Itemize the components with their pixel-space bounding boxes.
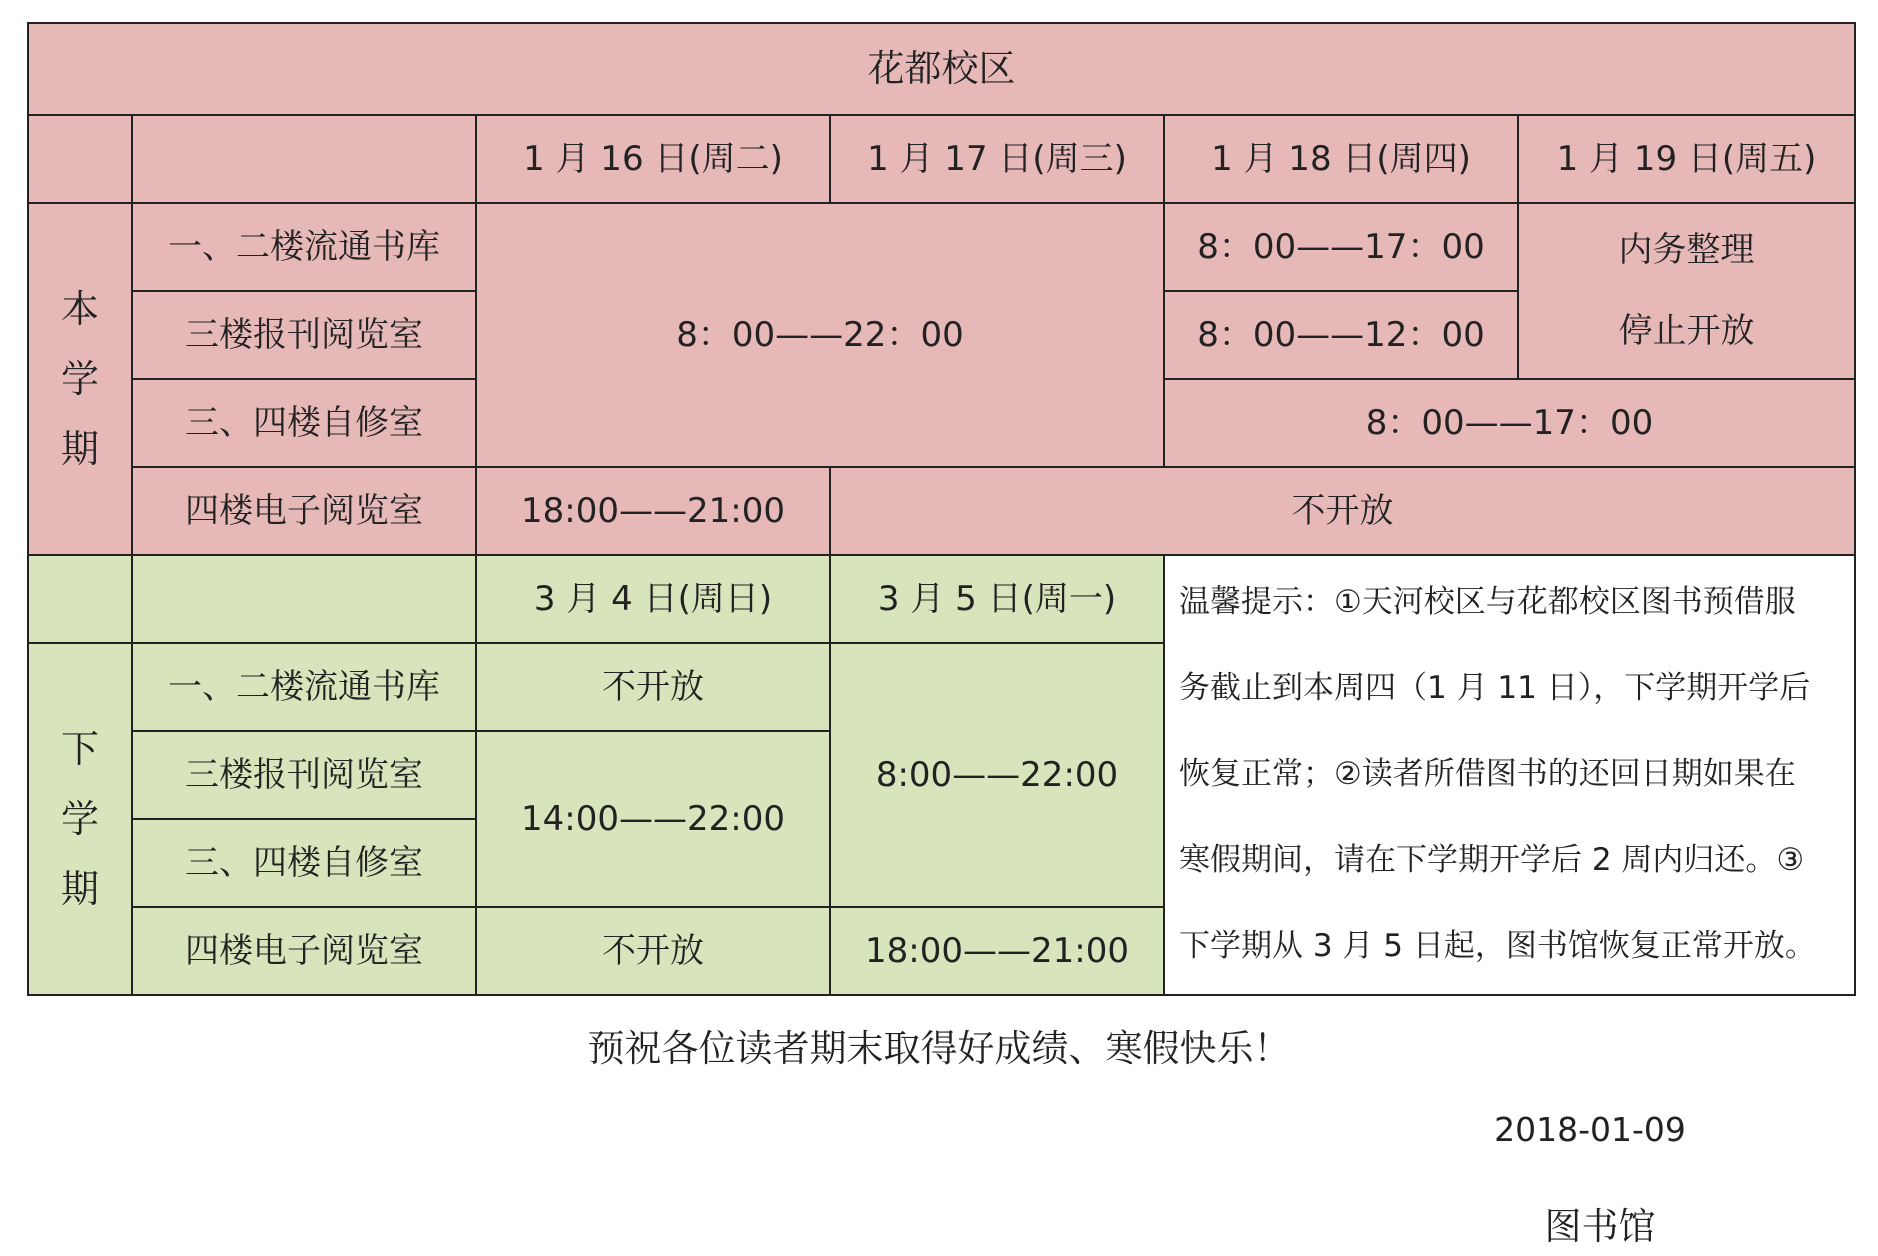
date-header-jan19: 1 月 19 日(周五) [1518, 115, 1855, 203]
header-blank-cell [132, 555, 476, 643]
campus-title-row [28, 23, 1855, 115]
notice-line: 温馨提示：①天河校区与花都校区图书预借服 [1179, 584, 1796, 620]
hours-periodicals-jan18: 8：00——12：00 [1164, 291, 1518, 379]
room-name-e-reading: 四楼电子阅览室 [132, 907, 476, 995]
hours-study-jan18-19: 8：00——17：00 [1164, 379, 1855, 467]
current-term-date-row [28, 115, 1855, 203]
notice-line: 寒假期间，请在下学期开学后 2 周内归还。③ [1179, 842, 1805, 878]
hours-e-reading-jan16: 18:00——21:00 [476, 467, 830, 555]
next-term-label-char: 期 [60, 867, 99, 912]
jan19-closure-line2: 停止开放 [1618, 311, 1755, 352]
date-header-mar5: 3 月 5 日(周一) [830, 555, 1164, 643]
hours-stacks-mar4: 不开放 [476, 643, 830, 731]
current-term-label-char: 本 [60, 286, 99, 331]
hours-stacks-jan18: 8：00——17：00 [1164, 203, 1518, 291]
issuer-name: 图书馆 [1544, 1205, 1656, 1248]
hours-e-reading-closed: 不开放 [830, 467, 1855, 555]
next-term-label-char: 下 [60, 726, 99, 771]
notice-line: 务截止到本周四（1 月 11 日），下学期开学后 [1179, 670, 1811, 706]
current-term-row-e-reading [28, 467, 1855, 555]
jan19-closure-line1: 内务整理 [1618, 229, 1755, 270]
hours-e-reading-mar5: 18:00——21:00 [830, 907, 1164, 995]
room-name-periodicals: 三楼报刊阅览室 [132, 731, 476, 819]
hours-e-reading-mar4: 不开放 [476, 907, 830, 995]
library-hours-table [27, 22, 1856, 996]
hours-mar5: 8:00——22:00 [830, 643, 1164, 907]
room-name-stacks: 一、二楼流通书库 [132, 643, 476, 731]
next-term-label-char: 学 [60, 796, 99, 841]
next-term-date-row [28, 555, 1855, 643]
notice-line: 下学期从 3 月 5 日起，图书馆恢复正常开放。 [1179, 928, 1816, 964]
header-blank-cell [28, 555, 132, 643]
room-name-study: 三、四楼自修室 [132, 379, 476, 467]
room-name-e-reading: 四楼电子阅览室 [132, 467, 476, 555]
hours-jan16-17: 8：00——22：00 [476, 203, 1164, 467]
campus-title: 花都校区 [28, 23, 1855, 115]
jan19-closure-note [1518, 203, 1855, 379]
current-term-row-stacks [28, 203, 1855, 291]
hours-periodicals-study-mar4: 14:00——22:00 [476, 731, 830, 907]
current-term-label-char: 期 [60, 427, 99, 472]
date-header-jan16: 1 月 16 日(周二) [476, 115, 830, 203]
date-header-mar4: 3 月 4 日(周日) [476, 555, 830, 643]
date-header-jan18: 1 月 18 日(周四) [1164, 115, 1518, 203]
blessing-text: 预祝各位读者期末取得好成绩、寒假快乐！ [587, 1027, 1291, 1070]
notice-box [1164, 555, 1855, 995]
room-name-stacks: 一、二楼流通书库 [132, 203, 476, 291]
header-blank-cell [132, 115, 476, 203]
notice-line: 恢复正常；②读者所借图书的还回日期如果在 [1179, 756, 1796, 792]
current-term-label [28, 203, 132, 555]
current-term-label-char: 学 [60, 356, 99, 401]
next-term-label [28, 643, 132, 995]
header-blank-cell [28, 115, 132, 203]
room-name-study: 三、四楼自修室 [132, 819, 476, 907]
date-header-jan17: 1 月 17 日(周三) [830, 115, 1164, 203]
notice-date: 2018-01-09 [1494, 1110, 1686, 1149]
room-name-periodicals: 三楼报刊阅览室 [132, 291, 476, 379]
